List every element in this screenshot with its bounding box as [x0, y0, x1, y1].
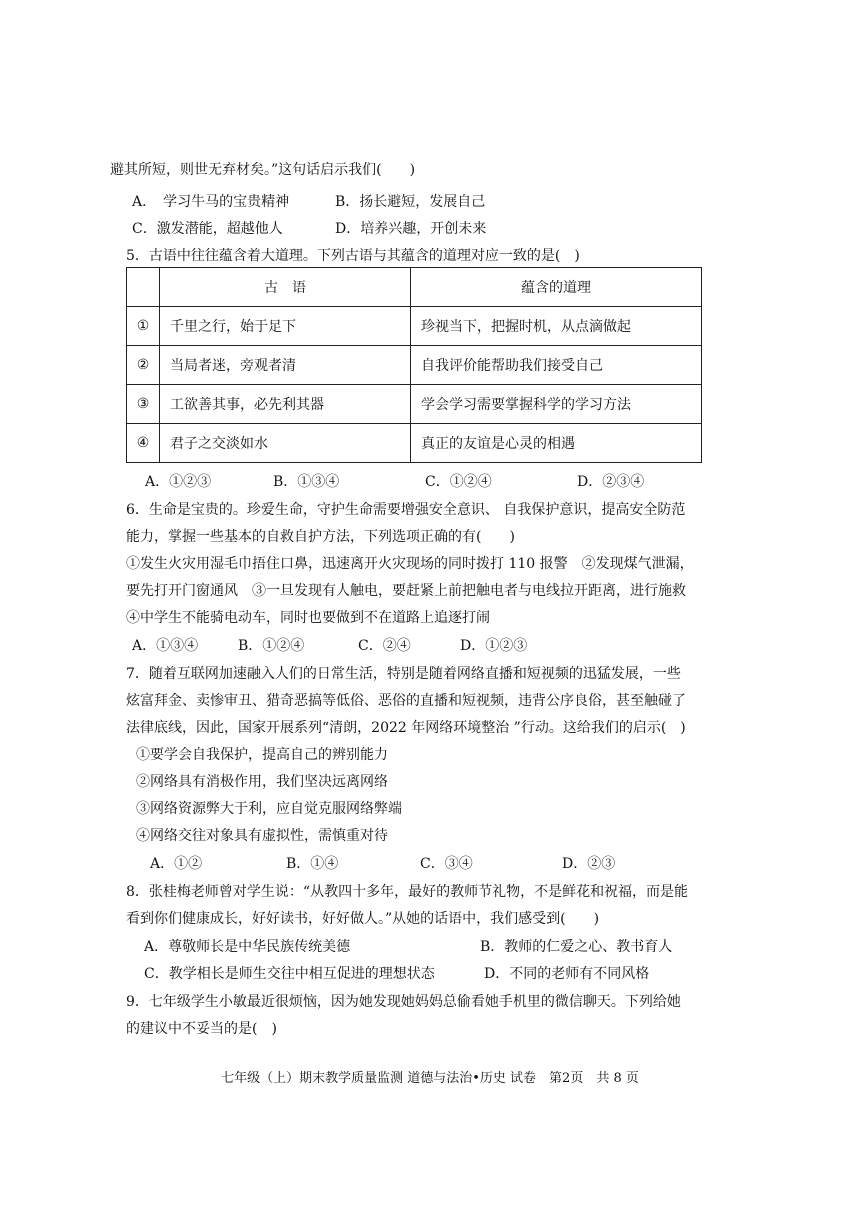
q7-option-b: B．①④ — [286, 856, 339, 872]
row-saying: 千里之行，始于足下 — [160, 307, 411, 346]
q5-table — [126, 267, 702, 463]
q6-line-5: ④中学生不能骑电动车，同时也要做到不在道路上追逐打闹 — [126, 610, 490, 626]
q9-line-1: 9．七年级学生小敏最近很烦恼，因为她发现她妈妈总偷看她手机里的微信聊天。下列给她 — [126, 994, 681, 1010]
q4-continuation: 避其所短，则世无弃材矣。”这句话启示我们( ) — [110, 162, 416, 178]
q8-option-a: A．尊敬师长是中华民族传统美德 — [144, 939, 351, 955]
q8-option-b: B．教师的仁爱之心、教书育人 — [480, 939, 673, 955]
row-saying: 当局者迷，旁观者清 — [160, 346, 411, 385]
row-saying: 工欲善其事，必先利其器 — [160, 385, 411, 424]
q6-option-b: B．①②④ — [238, 638, 305, 654]
row-saying: 君子之交淡如水 — [160, 424, 411, 463]
q4-option-b: B．扬长避短，发展自己 — [335, 194, 486, 210]
q7-item-1: ①要学会自我保护，提高自己的辨别能力 — [136, 747, 388, 763]
q6-line-2: 能力，掌握一些基本的自救自护方法，下列选项正确的有( ) — [126, 529, 515, 545]
q4-option-d: D．培养兴趣，开创未来 — [335, 221, 487, 237]
row-number: ④ — [127, 424, 160, 463]
row-number: ② — [127, 346, 160, 385]
q8-option-c: C．教学相长是师生交往中相互促进的理想状态 — [144, 966, 435, 982]
row-meaning: 自我评价能帮助我们接受自己 — [411, 346, 702, 385]
q8-option-d: D．不同的老师有不同风格 — [484, 966, 650, 982]
q6-line-4: 要先打开门窗通风 ③一旦发现有人触电，要赶紧上前把触电者与电线拉开距离，进行施救 — [126, 583, 686, 599]
q7-option-a: A．①② — [150, 856, 203, 872]
q5-option-b: B．①③④ — [273, 474, 340, 490]
q7-option-c: C．③④ — [420, 856, 473, 872]
table-row — [127, 424, 702, 463]
row-number: ① — [127, 307, 160, 346]
q5-option-a: A．①②③ — [145, 474, 212, 490]
q5-stem: 5．古语中往往蕴含着大道理。下列古语与其蕴含的道理对应一致的是( ) — [126, 248, 580, 264]
q5-option-d: D．②③④ — [577, 474, 645, 490]
q7-line-1: 7．随着互联网加速融入人们的日常生活，特别是随着网络直播和短视频的迅猛发展，一些 — [126, 666, 681, 682]
q6-option-d: D．①②③ — [460, 638, 528, 654]
q4-option-c: C．激发潜能，超越他人 — [132, 221, 283, 237]
page-footer: 七年级（上）期末教学质量监测 道德与法治•历史 试卷 第2页 共 8 页 — [221, 1071, 639, 1086]
table-row — [127, 346, 702, 385]
row-number: ③ — [127, 385, 160, 424]
q9-line-2: 的建议中不妥当的是( ) — [126, 1021, 277, 1037]
q7-item-3: ③网络资源弊大于利，应自觉克服网络弊端 — [136, 801, 402, 817]
row-meaning: 珍视当下，把握时机，从点滴做起 — [411, 307, 702, 346]
table-row — [127, 385, 702, 424]
q7-item-2: ②网络具有消极作用，我们坚决远离网络 — [136, 774, 388, 790]
q6-line-3: ①发生火灾用湿毛巾捂住口鼻，迅速离开火灾现场的同时拨打 110 报警 ②发现煤气泄漏， — [126, 556, 694, 572]
table-header-saying: 古 语 — [160, 268, 411, 307]
q7-option-d: D．②③ — [562, 856, 616, 872]
q5-option-c: C．①②④ — [425, 474, 492, 490]
q7-line-2: 炫富拜金、卖惨审丑、猎奇恶搞等低俗、恶俗的直播和短视频，违背公序良俗，甚至触碰了 — [126, 693, 686, 709]
q8-line-1: 8．张桂梅老师曾对学生说：“从教四十多年，最好的教师节礼物，不是鲜花和祝福，而是能 — [126, 884, 689, 900]
table-row — [127, 307, 702, 346]
table-header-meaning: 蕴含的道理 — [411, 268, 702, 307]
row-meaning: 学会学习需要掌握科学的学习方法 — [411, 385, 702, 424]
q8-line-2: 看到你们健康成长，好好读书，好好做人。”从她的话语中，我们感受到( ) — [126, 911, 600, 927]
table-header-row — [127, 268, 702, 307]
q7-line-3: 法律底线，因此，国家开展系列“清朗，2022 年网络环境整治 ”行动。这给我们的启示( ) — [126, 720, 686, 736]
table-header-num — [127, 268, 160, 307]
q6-option-c: C．②④ — [358, 638, 411, 654]
q4-option-a: A． 学习牛马的宝贵精神 — [132, 194, 290, 210]
row-meaning: 真正的友谊是心灵的相遇 — [411, 424, 702, 463]
q6-option-a: A．①③④ — [132, 638, 199, 654]
q7-item-4: ④网络交往对象具有虚拟性，需慎重对待 — [136, 828, 388, 844]
q6-line-1: 6．生命是宝贵的。珍爱生命，守护生命需要增强安全意识、 自我保护意识，提高安全防范 — [126, 502, 686, 518]
